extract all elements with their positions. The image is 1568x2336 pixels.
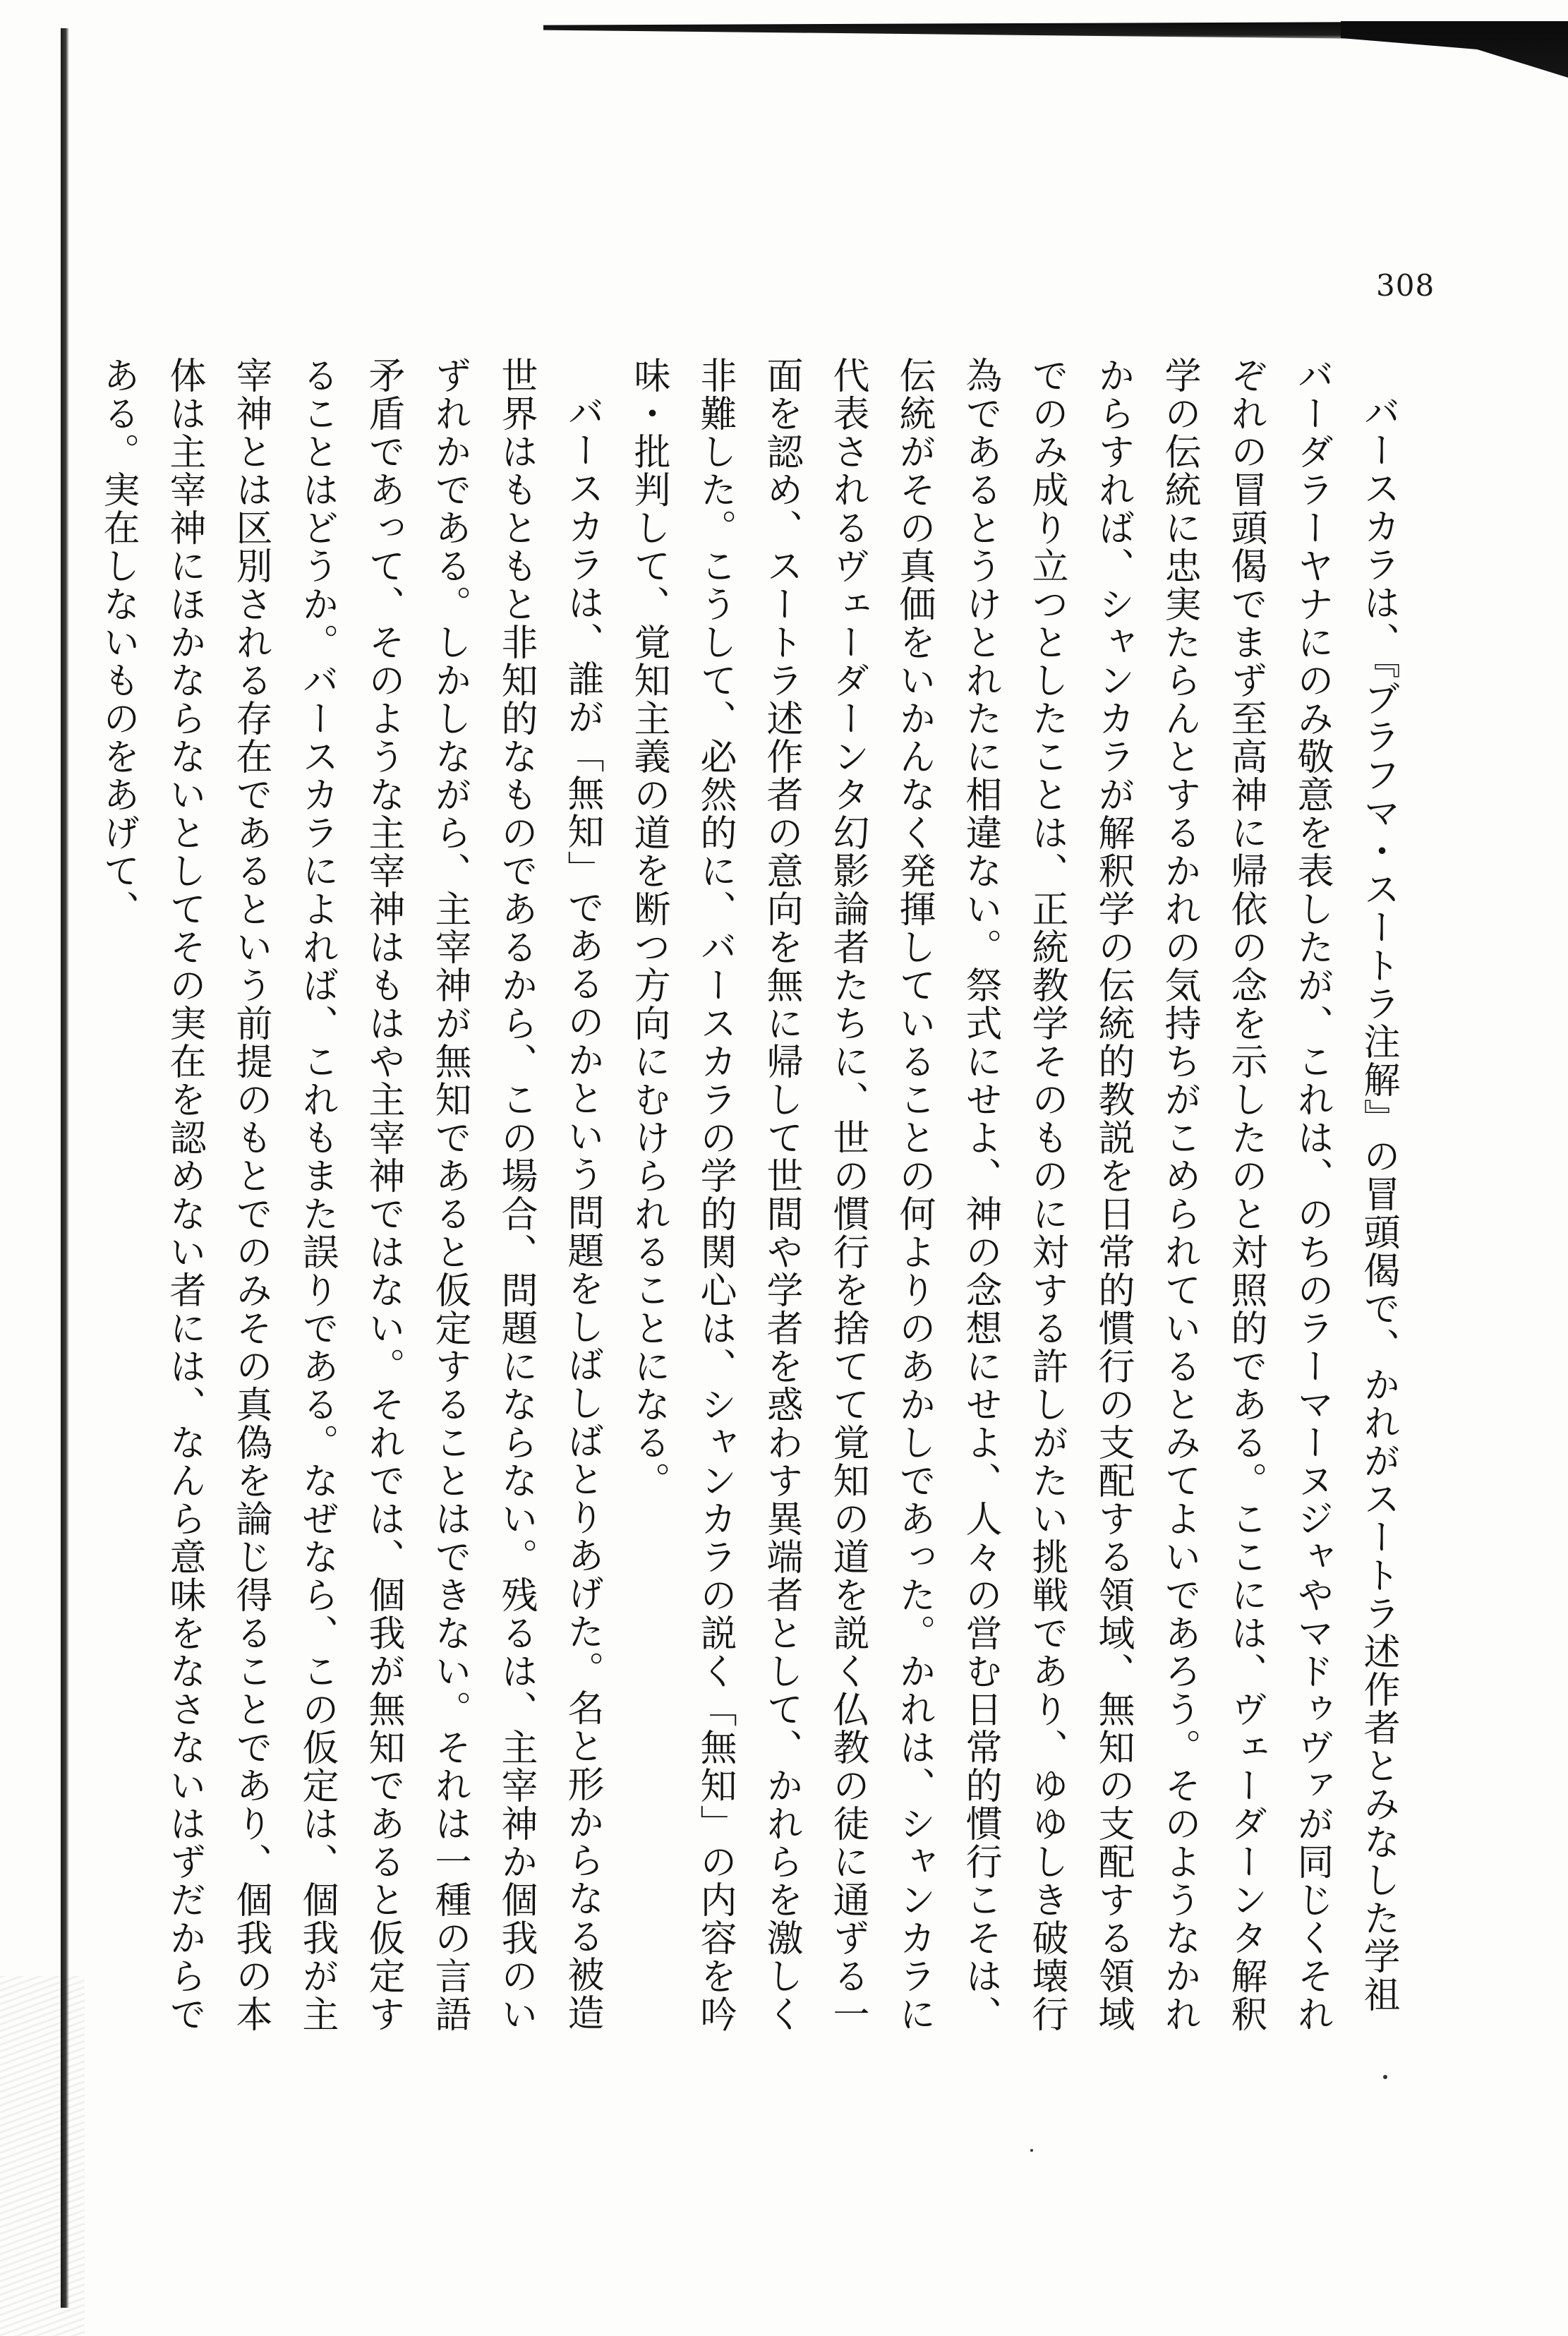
paragraph-2: バースカラは、誰が「無知」であるのかという問題をしばしばとりあげた。名と形からなる被造世界はもともと非知的なものであるから、この場合、問題にならない。残るは、主宰神か個我のいずれかである。しかしながら、主宰神が無知であると仮定することはできない。それは一種の言語矛盾であって、そのような主宰神はもはや主宰神ではない。それでは、個我が無知であると仮定することはどうか。バースカラによれば、これもまた誤りである。なぜなら、この仮定は、個我が主宰神とは区別される存在であるという前提のもとでのみその真偽を論じ得ることであり、個我の本体は主宰神にほかならないとしてその実在を認めない者には、なんら意味をなさないはずだからである。実在しないものをあげて、 [97,356,603,2033]
scan-speck [1383,2075,1387,2079]
body-text [85,356,1411,2050]
page-number: 308 [1376,268,1435,303]
scan-noise [0,1976,85,2336]
paragraph-1: バースカラは、『ブラフマ・スートラ注解』の冒頭偈で、かれがスートラ述作者とみなした学祖バーダラーヤナにのみ敬意を表したが、これは、のちのラーマーヌジャやマドゥヴァが同じくそれぞれの冒頭偈でまず至高神に帰依の念を示したのと対照的である。ここには、ヴェーダーンタ解釈学の伝統に忠実たらんとするかれの気持ちがこめられているとみてよいであろう。そのようなかれからすれば、シャンカラが解釈学の伝統的教説を日常的慣行の支配する領域、無知の支配する領域でのみ成り立つとしたことは、正統教学そのものに対する許しがたい挑戦であり、ゆゆしき破壊行為であるとうけとれたに相違ない。祭式にせよ、神の念想にせよ、人々の営む日常的慣行こそは、伝統がその真価をいかんなく発揮していることの何よりのあかしであった。かれは、シャンカラに代表されるヴェーダーンタ幻影論者たちに、世の慣行を捨てて覚知の道を説く仏教の徒に通ずる一面を認め、スートラ述作者の意向を無に帰して世間や学者を惑わす異端者として、かれらを激しく非難した。こうして、必然的に、バースカラの学的関心は、シャンカラの説く「無知」の内容を吟味・批判して、覚知主義の道を断つ方向にむけられることになる。 [627,356,1399,2033]
scanner-shadow-corner [1341,21,1568,78]
scan-speck [1030,2149,1033,2152]
binding-edge [61,28,69,2308]
